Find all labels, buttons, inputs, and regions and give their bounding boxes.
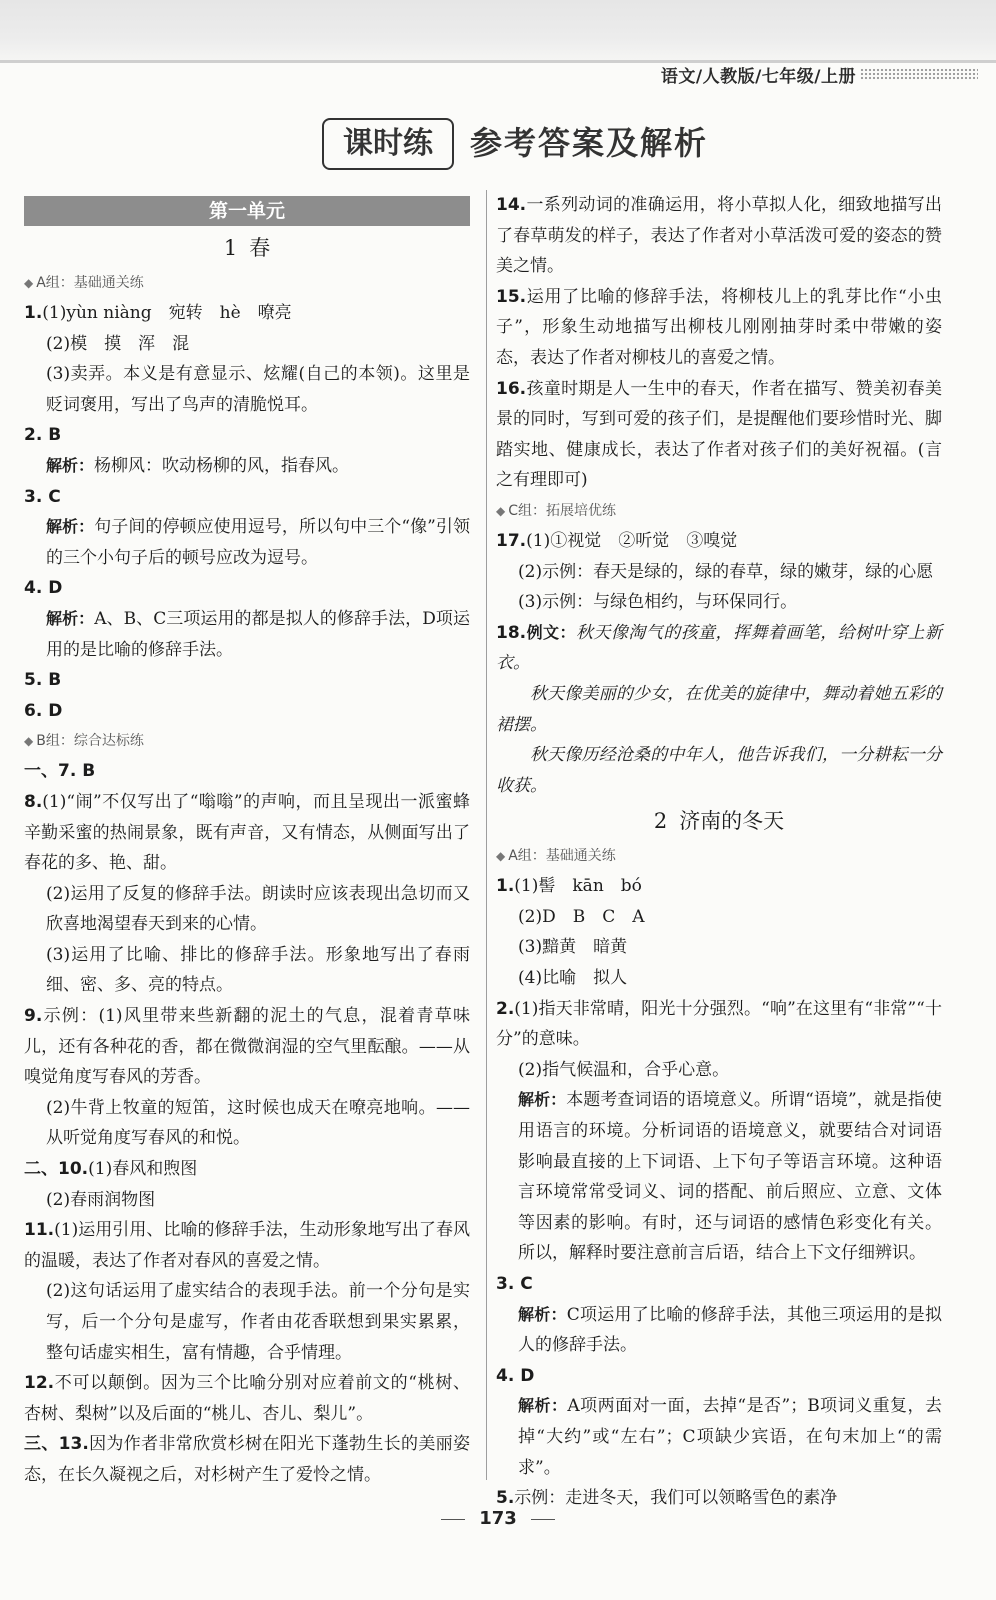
diamond-icon: ◆ [496,849,506,864]
answer-line: 3. C [24,486,61,507]
lesson-name: 济南的冬天 [679,809,785,834]
answer-line: 8.(1)“闹”不仅写出了“嗡嗡”的声响，而且呈现出一派蜜蜂辛勤采蜜的热闹景象，既有声音，又有情态，从侧面写出了春花的多、艳、甜。 [24,791,470,874]
answer-line: (4)比喻 拟人 [518,968,628,989]
answer-line: 1.(1)yùn niàng 宛转 hè 嘹亮 [24,303,292,323]
answer-line: 15.运用了比喻的修辞手法，将柳枝儿上的乳芽比作“小虫子”，形象生动地描写出柳枝儿刚刚抽芽时柔中带嫩的姿态，表达了作者对柳枝儿的喜爱之情。 [496,286,942,368]
subject-label: 语文/人教版/七年级/上册 [660,67,856,87]
answer-line: (2)D B C A [518,906,645,927]
page-number: 173 [0,1508,996,1529]
answer-line: 16.孩童时期是人一生中的春天，作者在描写、赞美初春美景的同时，写到可爱的孩子们，是提醒他们要珍惜时光、脚踏实地、健康成长，表达了作者对孩子们的美好祝福。(言之有理即可) [496,378,942,491]
lesson-heading [496,801,942,841]
answer-line: (3)运用了比喻、排比的修辞手法。形象地写出了春雨细、密、多、亮的特点。 [46,944,470,996]
answer-line: 6. D [24,700,63,721]
answer-line: (2)牛背上牧童的短笛，这时候也成天在嘹亮地响。——从听觉角度写春风的和悦。 [46,1097,470,1149]
answer-line: (3)卖弄。本义是有意显示、炫耀(自己的本领)。这里是贬词褒用，写出了鸟声的清脆悦耳。 [46,364,470,415]
header-dot-pattern [860,68,978,80]
explanation: 解析：本题考查词语的语境意义。所谓“语境”，就是指使用语言的环境。分析词语的语境意义，就要结合对词语影响最直接的上下词语、上下句子等语言环境。这种语言环境常常受词义、词的搭配、前后照应、立意、文体等因素的影响。有时，还与词语的感情色彩变化有关。所以，解释时要注意前言后语，结合上下文仔细辨识。 [518,1090,942,1264]
diamond-icon: ◆ [24,276,34,290]
explanation: 解析：C项运用了比喻的修辞手法，其他三项运用的是拟人的修辞手法。 [518,1304,942,1356]
answer-line: 17.(1)①视觉 ②听觉 ③嗅觉 [496,530,738,551]
right-column [496,190,942,1514]
answer-line: (2)指气候温和，合乎心意。 [518,1059,730,1080]
column-divider [486,190,487,1480]
answer-line: (3)示例：与绿色相约，与环保同行。 [518,592,798,613]
answer-line: 2. B [24,425,62,446]
answer-line: (2)运用了反复的修辞手法。朗读时应该表现出急切而又欣喜地渴望春天到来的心情。 [46,883,470,935]
explanation: 解析：杨柳风：吹动杨柳的风，指春风。 [46,455,350,476]
answer-line: 14.一系列动词的准确运用，将小草拟人化，细致地描写出了春草萌发的样子，表达了作者对小草活泼可爱的姿态的赞美之情。 [496,195,942,277]
explanation: 解析：A项两面对一面，去掉“是否”；B项词义重复，去掉“大约”或“左右”；C项缺少宾语，在句末加上“的需求”。 [518,1396,942,1478]
group-heading: ◆ A组：基础通关练 [496,848,616,865]
lesson-number: 2 [653,809,668,834]
answer-line: 5. B [24,670,62,691]
group-heading: ◆ B组：综合达标练 [24,733,144,750]
answer-line: 二、10.(1)春风和煦图 [24,1159,198,1180]
example-text: 18.例文：秋天像淘气的孩童，挥舞着画笔，给树叶穿上新衣。 [496,622,942,674]
explanation: 解析：句子间的停顿应使用逗号，所以句中三个“像”引领的三个小句子后的顿号应改为逗号。 [46,517,470,568]
lesson-name: 春 [249,236,271,260]
answer-line: 三、13.因为作者非常欣赏杉树在阳光下蓬勃生长的美丽姿态，在长久凝视之后，对杉树产生了爱怜之情。 [24,1434,470,1485]
answer-line: 1.(1)髻 kān bó [496,876,642,897]
example-text: 秋天像美丽的少女，在优美的旋律中，舞动着她五彩的裙摆。 [496,683,942,735]
title-box: 课时练 [322,118,454,170]
answer-line: 9.示例：(1)风里带来些新翻的泥土的气息，混着青草味儿，还有各种花的香，都在微微润湿的空气里酝酿。——从嗅觉角度写春风的芳香。 [24,1006,470,1088]
explanation: 解析：A、B、C三项运用的都是拟人的修辞手法，D项运用的是比喻的修辞手法。 [46,608,470,660]
answer-line: 一、7. B [24,761,96,782]
lesson-number: 1 [223,236,238,260]
unit-heading: 第一单元 [24,196,470,226]
answer-line: (2)这句话运用了虚实结合的表现手法。前一个分句是实写，后一个分句是虚写，作者由花香联想到果实累累，整句话虚实相生，富有情趣，合乎情理。 [46,1281,470,1363]
answer-line: (2)示例：春天是绿的，绿的春草，绿的嫩芽，绿的心愿 [518,561,934,582]
answer-line: 12.不可以颠倒。因为三个比喻分别对应着前文的“桃树、杏树、梨树”以及后面的“桃儿、杏儿、梨儿”。 [24,1373,470,1424]
answer-line: 4. D [24,578,63,599]
example-text: 秋天像历经沧桑的中年人，他告诉我们，一分耕耘一分收获。 [496,745,942,796]
answer-line: 3. C [496,1274,533,1294]
answer-line: (2)模 摸 浑 混 [46,333,190,354]
group-heading: ◆ C组：拓展培优练 [496,502,617,519]
answer-line: (3)黯黄 暗黄 [518,937,628,958]
lesson-heading [24,228,470,268]
answer-line: 5.示例：走进冬天，我们可以领略雪色的素净 [496,1488,838,1509]
answer-line: 11.(1)运用引用、比喻的修辞手法，生动形象地写出了春风的温暖，表达了作者对春风的喜爱之情。 [24,1220,470,1271]
answer-line: 4. D [496,1365,535,1386]
answer-line: (2)春雨润物图 [46,1189,156,1210]
header-band [0,0,996,62]
dash [531,1519,555,1520]
diamond-icon: ◆ [24,734,34,749]
answer-line: 2.(1)指天非常晴，阳光十分强烈。“响”在这里有“非常”“十分”的意味。 [496,998,942,1050]
left-column [24,190,470,1491]
page-title: 参考答案及解析 [470,124,709,162]
dash [441,1519,465,1520]
diamond-icon: ◆ [496,503,506,518]
group-heading: ◆ A组：基础通关练 [24,275,144,291]
